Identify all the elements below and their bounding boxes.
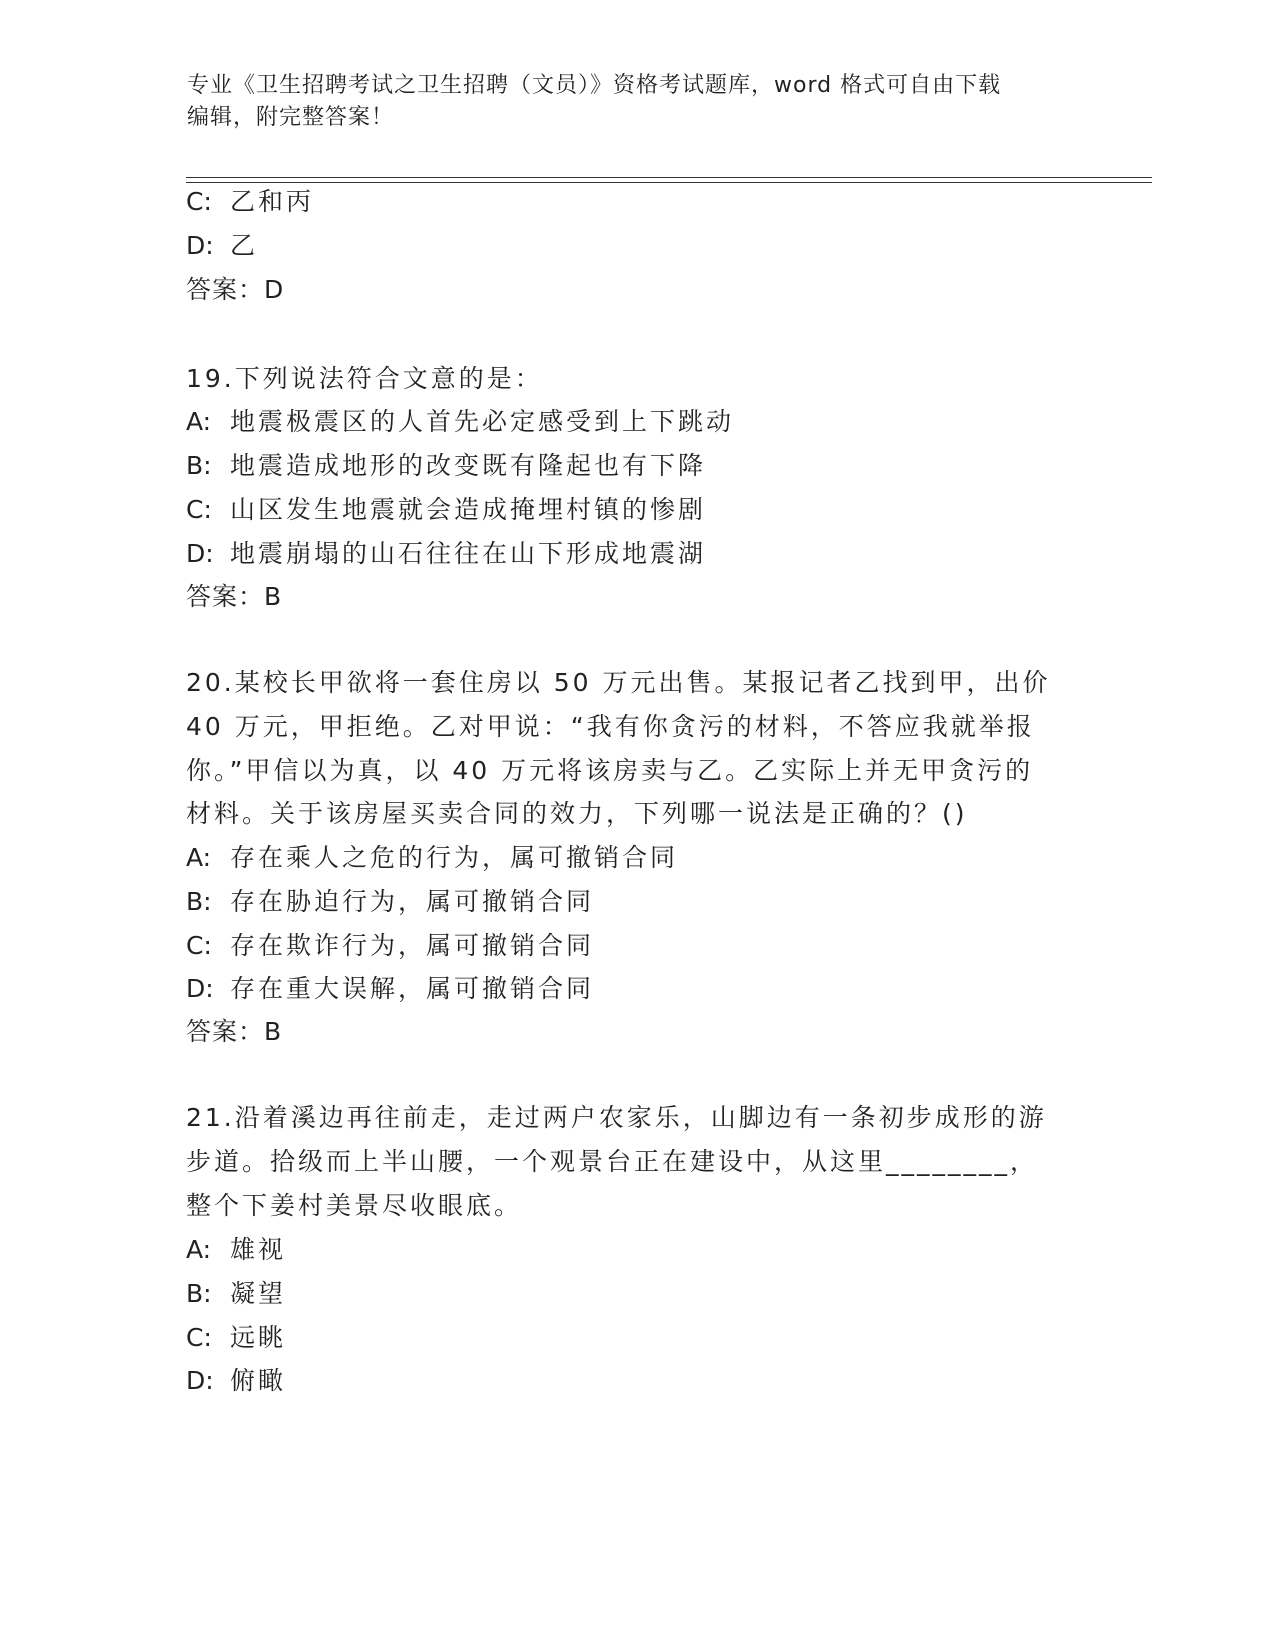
option-text: 俯瞰 (230, 1366, 287, 1395)
q19-answer: 答案：B (186, 582, 283, 611)
q20-option-a (186, 841, 678, 875)
q21-option-c (186, 1321, 286, 1355)
page-header (187, 70, 1087, 134)
q19-option-c (186, 493, 706, 527)
q20-answer: 答案：B (186, 1017, 283, 1046)
option-key: B: (186, 887, 212, 916)
q19-option-d (186, 537, 706, 571)
q20-stem-line-2: 40 万元，甲拒绝。乙对甲说：“我有你贪污的材料，不答应我就举报 (186, 712, 1035, 741)
option-text: 存在欺诈行为，属可撤销合同 (230, 931, 595, 960)
option-text: 山区发生地震就会造成掩埋村镇的惨剧 (230, 495, 707, 524)
header-line-1: 专业《卫生招聘考试之卫生招聘（文员）》资格考试题库，word 格式可自由下载 (187, 73, 1002, 98)
option-key: D: (186, 974, 214, 1003)
option-key: C: (186, 495, 212, 524)
option-key: A: (186, 843, 212, 872)
prev-option-d (186, 229, 258, 263)
q21-stem-line-2: 步道。拾级而上半山腰，一个观景台正在建设中，从这里________， (186, 1147, 1039, 1176)
header-line-2: 编辑，附完整答案！ (187, 105, 395, 130)
option-text: 地震造成地形的改变既有隆起也有下降 (230, 451, 707, 480)
option-key: D: (186, 1366, 214, 1395)
q20-stem-line-1: 20.某校长甲欲将一套住房以 50 万元出售。某报记者乙找到甲，出价 (186, 668, 1051, 697)
option-text: 乙和丙 (230, 187, 315, 216)
q21-option-a (186, 1233, 286, 1267)
header-divider (186, 177, 1152, 183)
option-text: 凝望 (230, 1279, 287, 1308)
q21-stem-line-1: 21.沿着溪边再往前走，走过两户农家乐，山脚边有一条初步成形的游 (186, 1103, 1047, 1132)
option-text: 乙 (230, 231, 259, 260)
q21-stem-line-3: 整个下姜村美景尽收眼底。 (186, 1191, 523, 1220)
option-key: C: (186, 1323, 212, 1352)
option-key: A: (186, 1235, 212, 1264)
q19-option-b (186, 449, 706, 483)
option-key: D: (186, 231, 214, 260)
option-key: D: (186, 539, 214, 568)
q21-option-d (186, 1364, 286, 1398)
option-key: B: (186, 1279, 212, 1308)
option-text: 远眺 (230, 1323, 287, 1352)
option-key: B: (186, 451, 212, 480)
option-text: 地震极震区的人首先必定感受到上下跳动 (230, 407, 735, 436)
prev-option-c (186, 185, 314, 219)
option-text: 雄视 (230, 1235, 287, 1264)
q21-option-b (186, 1277, 286, 1311)
option-key: C: (186, 187, 212, 216)
q20-stem-line-3: 你。”甲信以为真，以 40 万元将该房卖与乙。乙实际上并无甲贪污的 (186, 756, 1034, 785)
q19-stem: 19.下列说法符合文意的是： (186, 364, 543, 393)
option-text: 存在胁迫行为，属可撤销合同 (230, 887, 595, 916)
q20-option-b (186, 885, 594, 919)
option-key: A: (186, 407, 212, 436)
q19-option-a (186, 405, 734, 439)
option-text: 存在重大误解，属可撤销合同 (230, 974, 595, 1003)
option-text: 地震崩塌的山石往往在山下形成地震湖 (230, 539, 707, 568)
option-text: 存在乘人之危的行为，属可撤销合同 (230, 843, 679, 872)
option-key: C: (186, 931, 212, 960)
prev-answer: 答案：D (186, 275, 285, 304)
q20-option-c (186, 929, 594, 963)
q20-stem-line-4: 材料。关于该房屋买卖合同的效力，下列哪一说法是正确的？() (186, 799, 968, 828)
q20-option-d (186, 972, 594, 1006)
